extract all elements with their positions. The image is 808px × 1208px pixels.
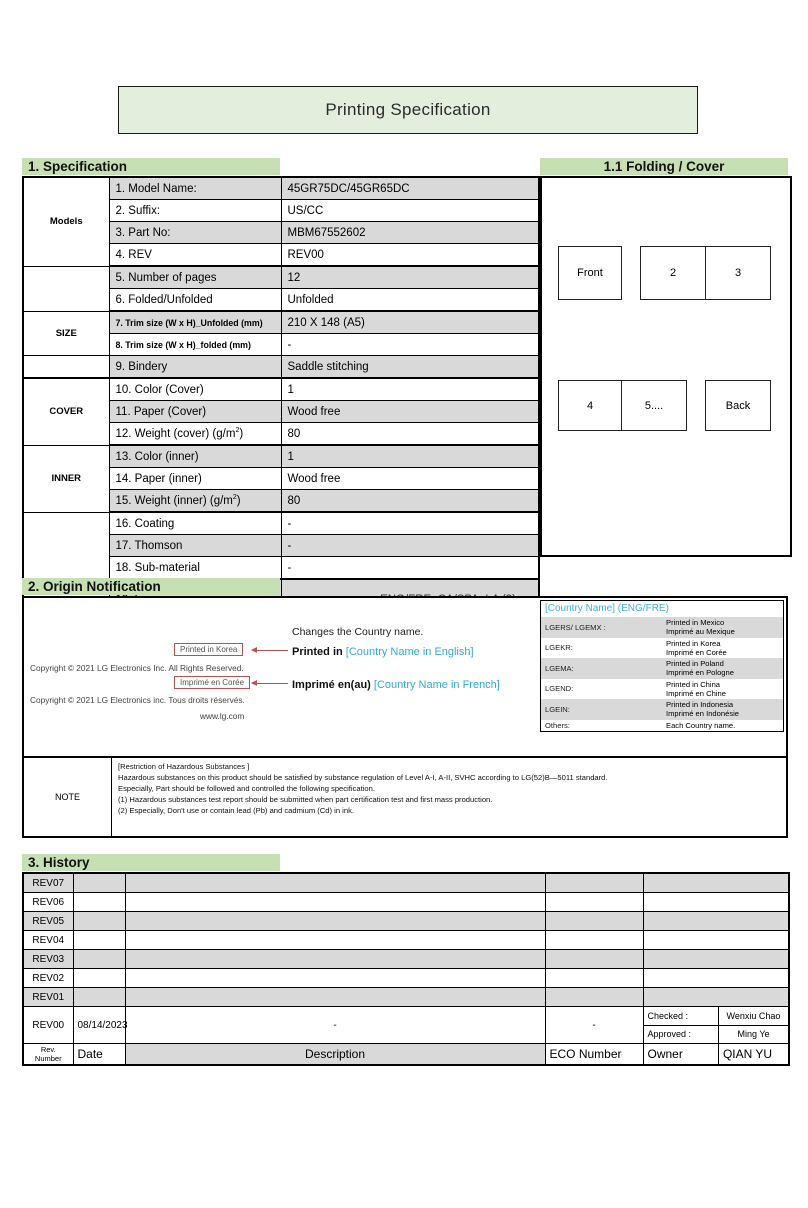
history-table: [22, 872, 790, 1066]
spec-label: 17. Thomson: [109, 535, 281, 557]
country-printed-text: [662, 638, 784, 659]
page-front-label: Front: [577, 267, 603, 279]
country-code: LGEND:: [545, 684, 574, 694]
country-code: Others:: [545, 720, 570, 730]
spec-group-label: COVER: [23, 378, 109, 445]
approved-name: Ming Ye: [718, 1025, 788, 1043]
specification-table: [22, 176, 540, 622]
history-owner: [643, 893, 789, 912]
spec-label: 15. Weight (inner) $(g/m^2)$: [109, 490, 281, 513]
changes-country-title: Changes the Country name.: [292, 626, 424, 638]
spec-label: 10. Color (Cover): [109, 378, 281, 401]
history-owner: [643, 912, 789, 931]
country-table-row: [541, 658, 784, 679]
spec-label: 6. Folded/Unfolded: [109, 289, 281, 312]
page-front: [558, 246, 622, 300]
spec-label: 18. Sub-material: [109, 557, 281, 580]
checked-label: Checked :: [644, 1007, 719, 1025]
country-code: LGEKR:: [545, 643, 573, 653]
section-heading-folding-cover: 1.1 Folding / Cover: [540, 158, 788, 175]
country-printed-en: Printed in Poland: [666, 659, 724, 669]
history-description: -: [125, 1007, 545, 1044]
history-date: [73, 950, 125, 969]
history-row: [23, 950, 789, 969]
history-eco: [545, 969, 643, 988]
approved-label: Approved :: [644, 1025, 719, 1043]
spec-value: 80: [281, 490, 539, 513]
history-date: [73, 931, 125, 950]
spec-label: 5. Number of pages: [109, 266, 281, 289]
spec-label: 4. REV: [109, 244, 281, 267]
country-code: LGERS/ LGEMX :: [541, 617, 663, 638]
page-5: [621, 380, 687, 431]
spec-label: 12. Weight (cover) $(g/m^2)$: [109, 423, 281, 446]
spec-value: -: [281, 535, 539, 557]
spec-group-label: SIZE: [23, 311, 109, 356]
history-footer-row: [23, 1044, 789, 1066]
history-description: [125, 931, 545, 950]
history-date: [73, 969, 125, 988]
country-code: LGEIN:: [541, 699, 663, 720]
history-date: 08/14/2023: [73, 1007, 125, 1044]
spec-row: [23, 356, 539, 379]
website-url: www.lg.com: [200, 711, 245, 721]
history-description: [125, 912, 545, 931]
section-heading-history: 3. History: [22, 854, 280, 871]
country-table-header-label: [Country Name] (ENG/FRE): [541, 601, 784, 618]
change-fr-value: [Country Name in French]: [373, 679, 500, 691]
page-3: [705, 246, 771, 300]
owner-row: [644, 1044, 789, 1064]
history-eco: [545, 893, 643, 912]
history-row: [23, 873, 789, 893]
arrow-fr-icon: [252, 683, 288, 684]
history-rev: REV02: [23, 969, 73, 988]
spec-value: REV00: [281, 244, 539, 267]
history-description: [125, 893, 545, 912]
page-3-label: 3: [734, 267, 742, 279]
history-row: [23, 988, 789, 1007]
spec-label: 14. Paper (inner): [109, 468, 281, 490]
spec-row: [23, 512, 539, 535]
history-eco: -: [545, 1007, 643, 1044]
spec-label: 9. Bindery: [109, 356, 281, 379]
history-rev: REV05: [23, 912, 73, 931]
spec-value: Wood free: [281, 401, 539, 423]
spec-value: 1: [281, 445, 539, 468]
spec-value: Wood free: [281, 468, 539, 490]
spec-row: [23, 266, 539, 289]
country-printed-en: Printed in Indonesia: [666, 700, 734, 710]
spec-label: 13. Color (inner): [109, 445, 281, 468]
history-description: [125, 969, 545, 988]
note-body: [112, 758, 786, 836]
history-owner: [643, 969, 789, 988]
spec-value: 1: [281, 378, 539, 401]
history-date: [73, 893, 125, 912]
spec-row: [23, 177, 539, 200]
spec-value: Saddle stitching: [281, 356, 539, 379]
arrow-en-icon: [252, 650, 288, 651]
spec-label: 3. Part No:: [109, 222, 281, 244]
country-printed-fr: Imprimé en Indonésie: [666, 709, 740, 719]
folding-cover-diagram: [540, 176, 792, 557]
country-printed-fr: Imprimé en Pologne: [666, 668, 734, 678]
note-row: [24, 758, 786, 836]
history-date: [73, 873, 125, 893]
spec-group-label: [23, 356, 109, 379]
spec-group-label: [23, 512, 109, 579]
stamp-printed-in-korea: Printed in Korea: [174, 643, 243, 656]
country-printed-fr: Imprimé en Corée: [666, 647, 727, 657]
note-line: Hazardous substances on this product should be satisfied by substance regulation of Level A-I, A-II, SVHC according to LG(52)B—5011 standard.: [118, 773, 608, 783]
note-line: Especially, Part should be followed and controlled the following specification.: [118, 784, 375, 794]
country-table-row: [541, 699, 784, 720]
spec-group-label: Models: [23, 177, 109, 266]
spec-value: -: [281, 334, 539, 356]
country-table-row: [541, 617, 784, 638]
footer-date: Date: [73, 1044, 125, 1066]
history-row-rev00: [23, 1007, 789, 1044]
history-rev: REV04: [23, 931, 73, 950]
spec-label: 2. Suffix:: [109, 200, 281, 222]
country-printed-text: [662, 658, 784, 679]
page-back-label: Back: [725, 399, 751, 412]
signoff-checked-row: [644, 1007, 789, 1025]
spec-row: [23, 445, 539, 468]
history-description: [125, 950, 545, 969]
history-row: [23, 931, 789, 950]
signoff-approved-row: [644, 1025, 789, 1043]
spec-value: -: [281, 512, 539, 535]
history-description: [125, 873, 545, 893]
country-name-table: [540, 600, 784, 732]
copyright-en: Copyright © 2021 LG Electronics Inc. All Rights Reserved.: [30, 663, 244, 673]
page-4: [558, 380, 622, 431]
page-5-label: 5....: [644, 399, 664, 412]
history-row: [23, 969, 789, 988]
page-2: [640, 246, 706, 300]
spec-label: 7. Trim size (W x H)_Unfolded (mm): [109, 311, 281, 334]
country-printed-text: [662, 679, 784, 700]
history-row: [23, 893, 789, 912]
spec-group-label: INNER: [23, 445, 109, 512]
page-title: Printing Specification: [118, 86, 698, 134]
history-rev: REV01: [23, 988, 73, 1007]
note-line: [Restriction of Hazardous Substances ]: [118, 762, 250, 771]
history-rev: REV07: [23, 873, 73, 893]
history-eco: [545, 873, 643, 893]
spec-row: [23, 311, 539, 334]
section-heading-origin-notification: 2. Origin Notification: [22, 578, 280, 595]
checked-name: Wenxiu Chao: [718, 1007, 788, 1025]
history-date: [73, 912, 125, 931]
history-owner: [643, 931, 789, 950]
history-eco: [545, 950, 643, 969]
section-heading-specification: 1. Specification: [22, 158, 280, 175]
history-row: [23, 912, 789, 931]
footer-owner-cell: [643, 1044, 789, 1066]
history-owner: [643, 950, 789, 969]
country-printed-text: [662, 617, 784, 638]
history-rev: REV06: [23, 893, 73, 912]
spec-value: 45GR75DC/45GR65DC: [281, 177, 539, 200]
spec-group-label: [23, 266, 109, 311]
history-eco: [545, 988, 643, 1007]
country-printed-text: [662, 699, 784, 720]
spec-value: MBM67552602: [281, 222, 539, 244]
spec-label: 11. Paper (Cover): [109, 401, 281, 423]
spec-value: 80: [281, 423, 539, 446]
note-label: NOTE: [24, 758, 112, 836]
copyright-fr: Copyright © 2021 LG Electronics inc. Tous droits réservés.: [30, 695, 245, 705]
spec-label: 8. Trim size (W x H)_folded (mm): [109, 334, 281, 356]
stamp-imprime-en-coree: Imprimé en Corée: [174, 676, 250, 689]
country-printed-en: Printed in Mexico: [666, 618, 725, 628]
note-line: (1) Hazardous substances test report should be submitted when part certification test and first mass production.: [118, 795, 493, 805]
country-printed-text: [662, 720, 784, 732]
page-back: [705, 380, 771, 431]
spec-value: US/CC: [281, 200, 539, 222]
change-en-prefix: Printed in: [292, 646, 343, 658]
country-table-row: [541, 720, 784, 732]
history-rev: REV03: [23, 950, 73, 969]
spec-label: 1. Model Name:: [109, 177, 281, 200]
country-printed-fr: Imprimé en Chine: [666, 688, 726, 698]
spec-value: 12: [281, 266, 539, 289]
spec-value: -: [281, 557, 539, 580]
history-owner: [643, 873, 789, 893]
change-line-french: [292, 679, 500, 691]
footer-rev-number: Rev. Number: [23, 1044, 73, 1066]
history-signoff-cell: [643, 1007, 789, 1044]
change-en-value: [Country Name in English]: [345, 646, 474, 658]
country-printed-fr: Imprimé au Mexique: [666, 627, 735, 637]
change-fr-prefix: Imprimé en(au): [292, 679, 371, 691]
owner-table: [644, 1044, 789, 1064]
owner-name: QIAN YU: [718, 1044, 788, 1064]
page-4-label: 4: [586, 399, 594, 412]
spec-value: Unfolded: [281, 289, 539, 312]
page-2-label: 2: [669, 267, 677, 279]
country-table-row: [541, 679, 784, 700]
footer-description: Description: [125, 1044, 545, 1066]
spec-label: 16. Coating: [109, 512, 281, 535]
history-eco: [545, 931, 643, 950]
note-line: (2) Especially, Don't use or contain lead (Pb) and cadmium (Cd) in ink.: [118, 806, 354, 816]
history-eco: [545, 912, 643, 931]
history-description: [125, 988, 545, 1007]
country-table-header: [541, 601, 784, 618]
country-printed-en: Each Country name.: [666, 720, 736, 730]
owner-label: Owner: [644, 1044, 719, 1064]
country-code: LGEMA:: [541, 658, 663, 679]
country-table-row: [541, 638, 784, 659]
signoff-table: [644, 1007, 789, 1043]
spec-row: [23, 378, 539, 401]
change-line-english: [292, 646, 474, 658]
country-printed-en: Printed in China: [666, 679, 721, 689]
footer-eco: ECO Number: [545, 1044, 643, 1066]
country-printed-en: Printed in Korea: [666, 638, 721, 648]
history-rev: REV00: [23, 1007, 73, 1044]
history-owner: [643, 988, 789, 1007]
spec-value: 210 X 148 (A5): [281, 311, 539, 334]
history-date: [73, 988, 125, 1007]
